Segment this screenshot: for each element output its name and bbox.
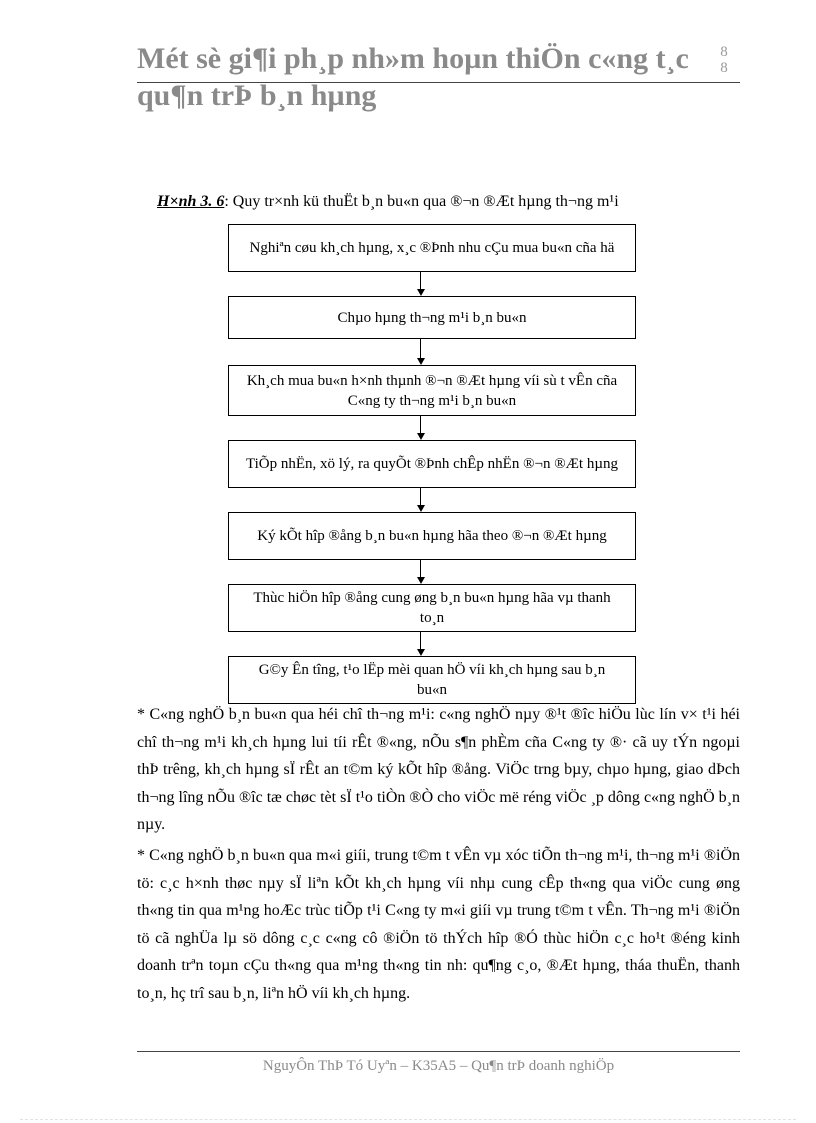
page-number [714,44,734,76]
figure-caption [157,193,757,211]
flow-step-accept: TiÕp nhËn, xö lý, ra quyÕt ®Þnh chÊp nhËn ®¬n ®Æt hµng [228,440,636,488]
body-paragraph: * C«ng nghÖ b¸n bu«n qua m«i giíi, trung t©m t vÊn vµ xóc tiÕn th¬ng m¹i, th¬ng m¹i ®iÖn tö: c¸c h×nh thøc nµy sÏ liªn kÕt kh¸ch hµng víi nhµ cung cÊp th«ng qua viÖc cung øng th«ng tin qua m¹ng hoÆc trùc tiÕp t¹i C«ng ty m«i giíi vµ trung t©m t vÊn. Th¬ng m¹i ®iÖn tö cã nghÜa lµ sö dông c¸c c«ng cô ®iÖn tö thÝch hîp ®Ó thùc hiÖn c¸c ho¹t ®éng kinh doanh trªn toµn cÇu th«ng qua m¹ng th«ng tin nh: qu¶ng c¸o, ®Æt hµng, tháa thuËn, thanh to¸n, hç trî sau b¸n, liªn hÖ víi kh¸ch hµng. [137,847,740,1002]
flow-step-offer: Chµo hµng th¬ng m¹i b¸n bu«n [228,296,636,339]
page-header-title: Mét sè gi¶i ph¸p nh»m hoµn thiÖn c«ng t¸c qu¶n trÞ b¸n hµng [137,42,689,112]
flow-arrow-icon [418,632,424,656]
page-footer: NguyÔn ThÞ Tó Uyªn – K35A5 – Qu¶n trÞ doanh nghiÖp [262,1058,615,1074]
page-edge-divider [20,1119,796,1120]
flow-step-order: Kh¸ch mua bu«n h×nh thµnh ®¬n ®Æt hµng víi sù t vÊn cña C«ng ty th¬ng m¹i b¸n bu«n [228,365,636,416]
flow-step-fulfil: Thùc hiÖn hîp ®ång cung øng b¸n bu«n hµng hãa vµ thanh to¸n [228,584,636,632]
footer-divider [137,1051,740,1052]
body-paragraph: * C«ng nghÖ b¸n bu«n qua héi chî th¬ng m¹i: c«ng nghÖ nµy ®¹t ®îc hiÖu lùc lín v× t¹i héi chî th¬ng m¹i kh¸ch hµng lui tíi rÊt ®«ng, nÕu s¶n phÈm cña C«ng ty ®· cã uy tÝn ngoµi thÞ trêng, kh¸ch hµng sÏ rÊt an t©m ký kÕt hîp ®ång. ViÖc trng bµy, chµo hµng, giao dÞch th¬ng lîng nÕu ®îc tæ chøc tèt sÏ t¹o tiÒn ®Ò cho viÖc më réng viÖc ¸p dông c«ng nghÖ b¸n nµy. [137,706,740,833]
flow-arrow-icon [418,272,424,296]
flow-arrow-icon [418,560,424,584]
figure-caption-text: : Quy tr×nh kü thuËt b¸n bu«n qua ®¬n ®Æt hµng th¬ng m¹i [224,193,619,210]
flow-arrow-icon [418,339,424,365]
flow-arrow-icon [418,488,424,512]
header-divider [137,82,740,83]
figure-label: H×nh 3. 6 [157,193,225,210]
flow-step-contract: Ký kÕt hîp ®ång b¸n bu«n hµng hãa theo ®¬n ®Æt hµng [228,512,636,560]
flow-step-research: Nghiªn cøu kh¸ch hµng, x¸c ®Þnh nhu cÇu mua bu«n cña hä [228,224,636,272]
page-number-digit: 8 [720,60,728,76]
page-number-digit: 8 [720,44,728,60]
flow-step-aftersale: G©y Ên tîng, t¹o lËp mèi quan hÖ víi kh¸ch hµng sau b¸n bu«n [228,656,636,704]
flow-arrow-icon [418,416,424,440]
